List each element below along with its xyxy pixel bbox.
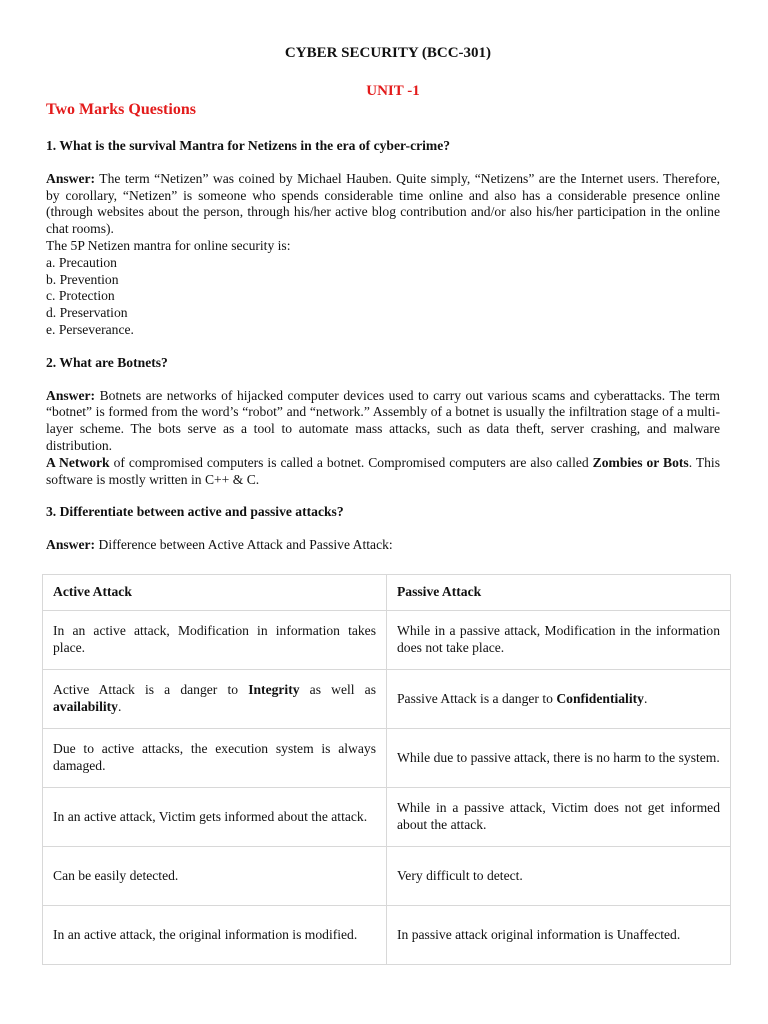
mantra-item: c. Protection <box>46 288 115 304</box>
answer-1 <box>46 171 720 238</box>
comparison-table <box>42 574 731 965</box>
mantra-item: d. Preservation <box>46 305 128 321</box>
table-row <box>43 905 731 964</box>
answer-1-text: The term “Netizen” was coined by Michael Hauben. Quite simply, “Netizens” are the Internet users. Therefore, by corollary, “Netizen” is someone who spends considerable time online and also has a considerable presence online (through websites about the person, through his/her active blog contribution and/or also his/her participation in the online chat rooms). <box>46 170 720 237</box>
unit-title: UNIT -1 <box>366 83 420 99</box>
column-header-active: Active Attack <box>43 574 387 610</box>
table-row <box>43 846 731 905</box>
cell-passive: While due to passive attack, there is no harm to the system. <box>387 728 731 787</box>
question-2: 2. What are Botnets? <box>46 354 168 370</box>
cell-active: In an active attack, Modification in information takes place. <box>43 610 387 669</box>
cell-text: Passive Attack is a danger to <box>397 690 553 706</box>
answer-2-network <box>46 455 720 489</box>
zombies-term: Zombies or Bots <box>592 454 689 470</box>
cell-bold: availability <box>53 698 118 714</box>
answer-label: Answer: <box>46 170 96 186</box>
table-header-row <box>43 574 731 610</box>
cell-active: In an active attack, Victim gets informed about the attack. <box>43 787 387 846</box>
answer-label: Answer: <box>46 537 96 553</box>
cell-text: Active Attack is a danger to <box>53 682 239 698</box>
answer-2 <box>46 388 720 455</box>
cell-active <box>43 669 387 728</box>
cell-passive: While in a passive attack, Modification in the information does not take place. <box>387 610 731 669</box>
cell-passive: Very difficult to detect. <box>387 846 731 905</box>
cell-text: . <box>643 690 648 706</box>
column-header-passive: Passive Attack <box>387 574 731 610</box>
mantra-item: e. Perseverance. <box>46 321 134 337</box>
answer-label: Answer: <box>46 387 96 403</box>
mantra-intro: The 5P Netizen mantra for online security is: <box>46 237 291 253</box>
question-1: 1. What is the survival Mantra for Netizens in the era of cyber-crime? <box>46 138 451 153</box>
cell-bold: Integrity <box>248 682 300 698</box>
network-term: A Network <box>46 454 110 470</box>
zombies-text: . This software is mostly written in C++ & C. <box>46 454 720 487</box>
table-row <box>43 610 731 669</box>
cell-active: Can be easily detected. <box>43 846 387 905</box>
answer-3 <box>46 537 720 554</box>
cell-text: . <box>117 698 122 714</box>
table-row <box>43 728 731 787</box>
cell-active: In an active attack, the original information is modified. <box>43 905 387 964</box>
mantra-item: b. Prevention <box>46 271 119 287</box>
cell-active: Due to active attacks, the execution system is always damaged. <box>43 728 387 787</box>
mantra-item: a. Precaution <box>46 254 117 270</box>
cell-passive: While in a passive attack, Victim does not get informed about the attack. <box>387 787 731 846</box>
question-3: 3. Differentiate between active and passive attacks? <box>46 504 344 520</box>
answer-3-text: Difference between Active Attack and Passive Attack: <box>98 537 393 553</box>
section-title: Two Marks Questions <box>46 101 196 118</box>
network-text: of compromised computers is called a botnet. Compromised computers are also called <box>113 454 589 470</box>
table-row <box>43 787 731 846</box>
table-row <box>43 669 731 728</box>
course-title: CYBER SECURITY (BCC-301) <box>284 45 492 61</box>
cell-bold: Confidentiality <box>556 690 644 706</box>
answer-2-text: Botnets are networks of hijacked computer devices used to carry out various scams and cyberattacks. The term “botnet” is formed from the word’s “robot” and “network.” Assembly of a botnet is usually the infiltration stage of a multi-layer scheme. The bots serve as a tool to automate mass attacks, such as data theft, server crashing, and malware distribution. <box>46 387 720 453</box>
cell-text: as well as <box>309 682 376 698</box>
cell-passive <box>387 669 731 728</box>
mantra-list <box>46 255 720 339</box>
cell-passive: In passive attack original information is Unaffected. <box>387 905 731 964</box>
